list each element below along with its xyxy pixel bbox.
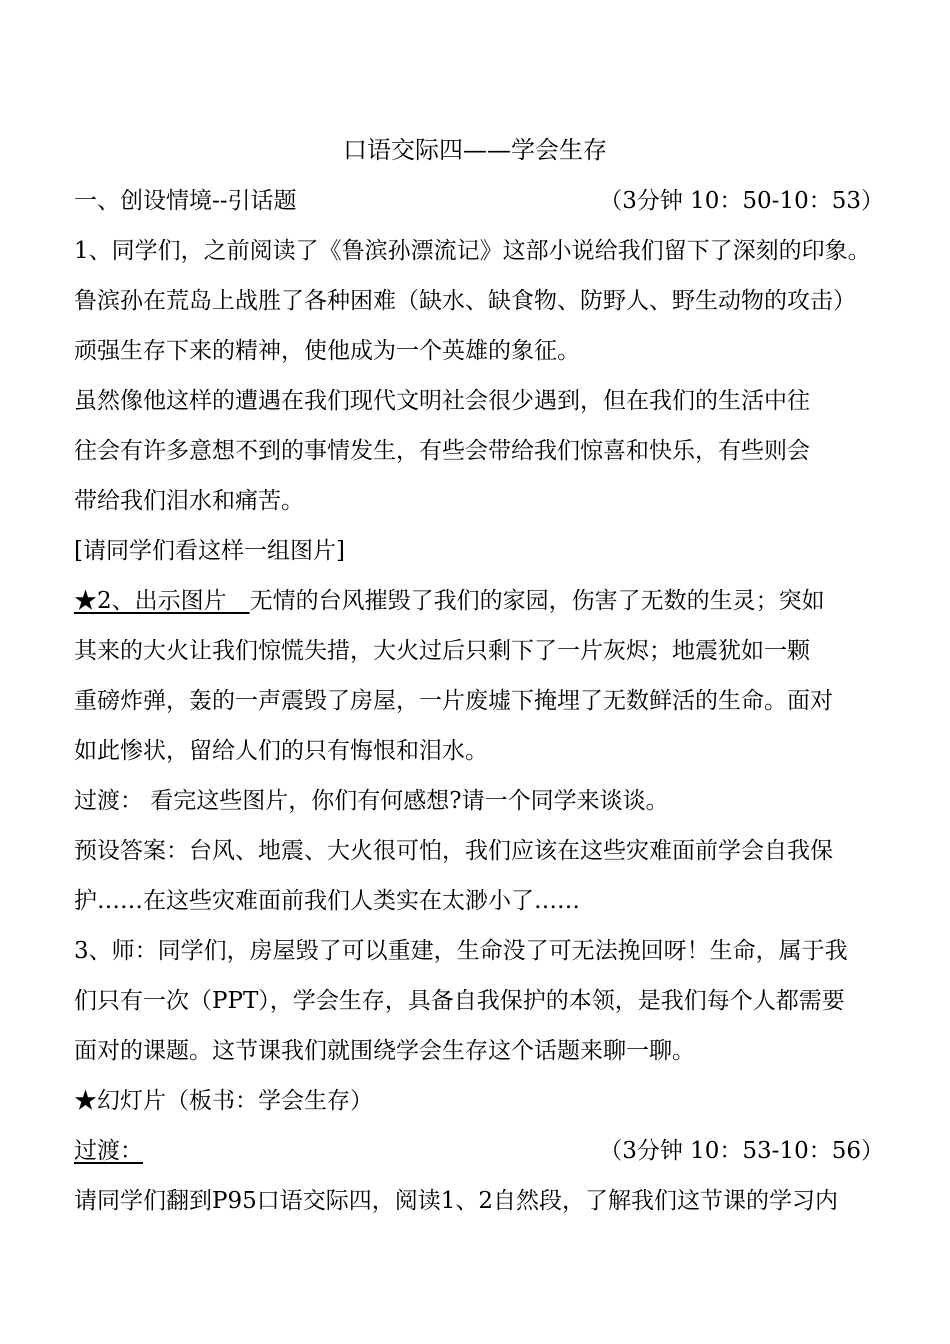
point2-line3: 重磅炸弹，轰的一声震毁了房屋，一片废墟下掩埋了无数鲜活的生命。面对 <box>74 688 833 714</box>
point3-line1: 3、师：同学们，房屋毁了可以重建，生命没了可无法挽回呀！生命，属于我 <box>74 938 848 964</box>
point2-line2: 其来的大火让我们惊慌失措，大火过后只剩下了一片灰烬；地震犹如一颗 <box>74 638 810 664</box>
para1-line3: 顽强生存下来的精神，使他成为一个英雄的象征。 <box>74 338 580 364</box>
section-heading: 一、创设情境--引话题 <box>74 188 297 214</box>
bracket-note: [请同学们看这样一组图片] <box>74 538 345 564</box>
last-line: 请同学们翻到P95口语交际四，阅读1、2自然段，了解我们这节课的学习内 <box>74 1188 839 1214</box>
para2-line1: 虽然像他这样的遭遇在我们现代文明社会很少遇到，但在我们的生活中往 <box>74 388 810 414</box>
document-title: 口语交际四——学会生存 <box>343 136 607 164</box>
transition1: 过渡： 看完这些图片，你们有何感想?请一个同学来谈谈。 <box>74 788 669 814</box>
point2-first-rest: 无情的台风摧毁了我们的家园，伤害了无数的生灵；突如 <box>249 588 825 614</box>
slide-note: ★幻灯片（板书：学会生存） <box>74 1088 373 1114</box>
point2-line1 <box>74 586 825 616</box>
point2-line4: 如此惨状，留给人们的只有悔恨和泪水。 <box>74 738 488 764</box>
para1-line1: 1、同学们，之前阅读了《鲁滨孙漂流记》这部小说给我们留下了深刻的印象。 <box>74 238 871 264</box>
para2-line2: 往会有许多意想不到的事情发生，有些会带给我们惊喜和快乐，有些则会 <box>74 438 810 464</box>
preset-line2: 护……在这些灾难面前我们人类实在太渺小了…… <box>74 888 580 914</box>
transition2-time: （3分钟 10：53-10：56） <box>599 1138 884 1164</box>
transition2-label: 过渡： <box>74 1138 143 1164</box>
point3-line3: 面对的课题。这节课我们就围绕学会生存这个话题来聊一聊。 <box>74 1038 695 1064</box>
point3-line2: 们只有一次（PPT），学会生存，具备自我保护的本领，是我们每个人都需要 <box>74 988 845 1014</box>
para1-line2: 鲁滨孙在荒岛上战胜了各种困难（缺水、缺食物、防野人、野生动物的攻击） <box>74 288 856 314</box>
preset-line1: 预设答案：台风、地震、大火很可怕，我们应该在这些灾难面前学会自我保 <box>74 838 833 864</box>
section-time: （3分钟 10：50-10：53） <box>599 188 884 214</box>
point2-label: ★2、出示图片 <box>74 588 227 614</box>
para2-line3: 带给我们泪水和痛苦。 <box>74 488 304 514</box>
